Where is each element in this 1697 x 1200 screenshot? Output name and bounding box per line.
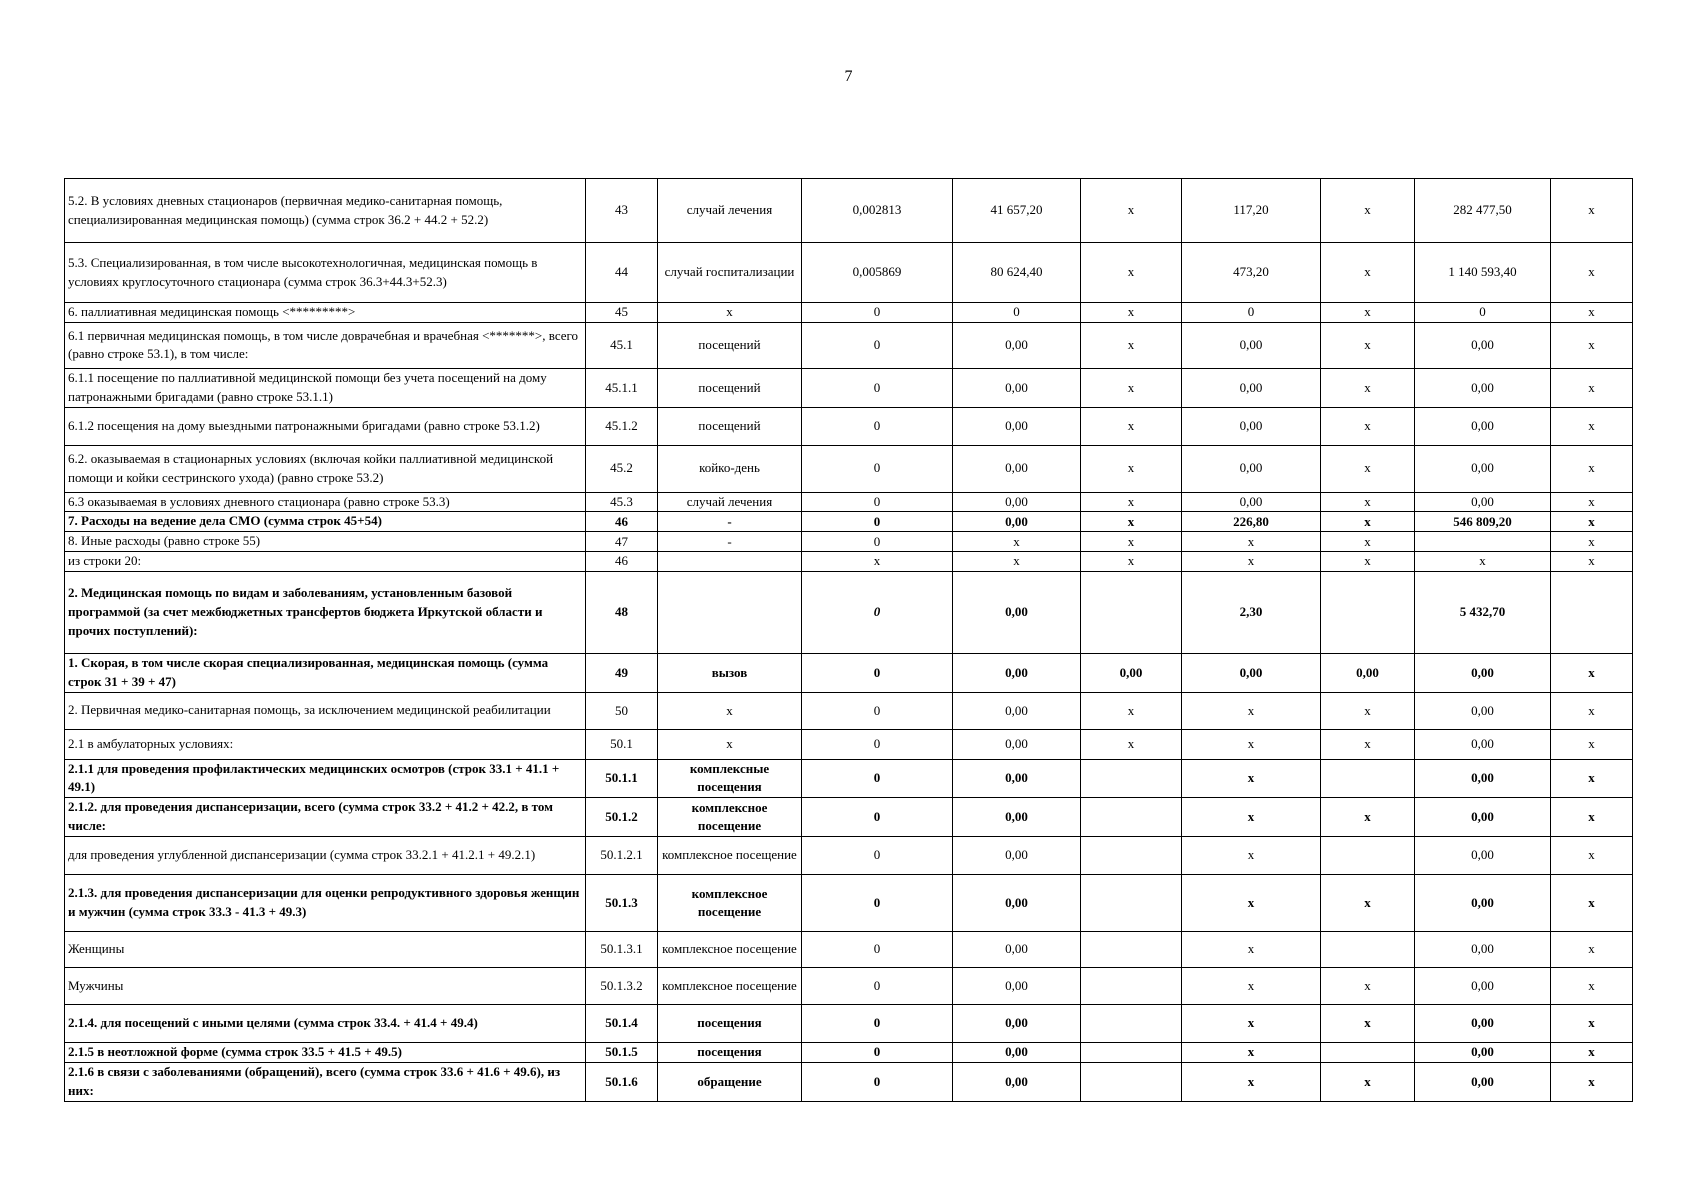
row-code-cell: 49 [586, 653, 658, 692]
value-cell: 0 [802, 322, 953, 368]
value-cell: х [1321, 552, 1415, 572]
value-cell: 0,00 [1415, 759, 1551, 798]
table-row [65, 322, 1633, 368]
table-row [65, 967, 1633, 1004]
value-cell: х [1182, 1004, 1321, 1042]
table-row [65, 512, 1633, 532]
row-code-cell: 45.1 [586, 322, 658, 368]
row-code-cell: 45.3 [586, 492, 658, 512]
value-cell: х [1182, 1062, 1321, 1101]
value-cell: 0,00 [953, 967, 1081, 1004]
value-cell: 0,00 [1415, 445, 1551, 492]
value-cell [1321, 759, 1415, 798]
row-unit-cell: посещения [658, 1004, 802, 1042]
row-code-cell: 50.1.2.1 [586, 836, 658, 874]
value-cell: 0,00 [953, 1062, 1081, 1101]
table-row [65, 1062, 1633, 1101]
row-code-cell: 50.1.1 [586, 759, 658, 798]
table-row [65, 179, 1633, 243]
value-cell: 0,00 [1182, 322, 1321, 368]
value-cell: 0 [1182, 303, 1321, 323]
value-cell: х [953, 532, 1081, 552]
row-code-cell: 50.1.3.2 [586, 967, 658, 1004]
value-cell: х [1081, 407, 1182, 445]
value-cell: х [1182, 759, 1321, 798]
value-cell [1081, 1062, 1182, 1101]
value-cell [1081, 1042, 1182, 1062]
value-cell: 0 [802, 303, 953, 323]
value-cell: х [1551, 445, 1633, 492]
value-cell: 0 [802, 1062, 953, 1101]
value-cell: х [1182, 931, 1321, 967]
row-code-cell: 45.2 [586, 445, 658, 492]
value-cell: 41 657,20 [953, 179, 1081, 243]
row-unit-cell: посещений [658, 407, 802, 445]
value-cell: 0 [953, 303, 1081, 323]
value-cell: х [1182, 836, 1321, 874]
value-cell: 0,00 [1415, 967, 1551, 1004]
row-unit-cell: комплексное посещение [658, 836, 802, 874]
row-unit-cell: койко-день [658, 445, 802, 492]
row-name-cell: 2.1.5 в неотложной форме (сумма строк 33.5 + 41.5 + 49.5) [65, 1042, 586, 1062]
value-cell: 282 477,50 [1415, 179, 1551, 243]
table-row [65, 692, 1633, 729]
value-cell: 0 [802, 931, 953, 967]
table-row [65, 798, 1633, 837]
value-cell: х [1081, 532, 1182, 552]
row-name-cell: 2.1.1 для проведения профилактических медицинских осмотров (строк 33.1 + 41.1 + 49.1) [65, 759, 586, 798]
row-name-cell: 6. паллиативная медицинская помощь <*********> [65, 303, 586, 323]
value-cell: 0,00 [953, 322, 1081, 368]
value-cell: х [1551, 532, 1633, 552]
row-name-cell: 7. Расходы на ведение дела СМО (сумма строк 45+54) [65, 512, 586, 532]
value-cell: 0,00 [953, 571, 1081, 653]
value-cell: х [1551, 552, 1633, 572]
value-cell: х [1321, 445, 1415, 492]
table-row [65, 931, 1633, 967]
row-name-cell: 6.1.2 посещения на дому выездными патронажными бригадами (равно строке 53.1.2) [65, 407, 586, 445]
row-code-cell: 50.1.3 [586, 874, 658, 931]
value-cell: 0,00 [953, 798, 1081, 837]
row-unit-cell [658, 552, 802, 572]
value-cell: х [1182, 798, 1321, 837]
value-cell: х [1321, 303, 1415, 323]
table-row [65, 759, 1633, 798]
row-name-cell: 5.3. Специализированная, в том числе высокотехнологичная, медицинская помощь в условиях круглосуточного стационара (сумма строк 36.3+44.3+52.3) [65, 243, 586, 303]
row-code-cell: 45 [586, 303, 658, 323]
value-cell: х [1321, 512, 1415, 532]
value-cell: х [1081, 243, 1182, 303]
row-unit-cell: х [658, 729, 802, 759]
table-row [65, 653, 1633, 692]
value-cell: х [1321, 179, 1415, 243]
value-cell: 0,00 [1415, 692, 1551, 729]
value-cell: 0 [802, 967, 953, 1004]
value-cell: 0 [802, 368, 953, 407]
value-cell: х [1551, 322, 1633, 368]
value-cell: 0,00 [953, 759, 1081, 798]
value-cell: 5 432,70 [1415, 571, 1551, 653]
row-code-cell: 44 [586, 243, 658, 303]
value-cell: х [1321, 407, 1415, 445]
row-unit-cell: комплексное посещение [658, 931, 802, 967]
row-name-cell: 5.2. В условиях дневных стационаров (первичная медико-санитарная помощь, специализированная медицинская помощь) (сумма строк 36.2 + 44.2 + 52.2) [65, 179, 586, 243]
value-cell [1081, 1004, 1182, 1042]
value-cell [1081, 874, 1182, 931]
row-unit-cell: посещения [658, 1042, 802, 1062]
value-cell: х [1321, 967, 1415, 1004]
value-cell: х [1551, 243, 1633, 303]
value-cell: 0,00 [953, 931, 1081, 967]
value-cell: 0,00 [953, 836, 1081, 874]
page-number: 7 [844, 68, 853, 85]
value-cell: 0,00 [1415, 874, 1551, 931]
table-row [65, 1042, 1633, 1062]
row-unit-cell: посещений [658, 368, 802, 407]
value-cell: х [1551, 931, 1633, 967]
row-name-cell: 6.2. оказываемая в стационарных условиях (включая койки паллиативной медицинской помощи и койки сестринского ухода) (равно строке 53.2) [65, 445, 586, 492]
value-cell: 0,00 [1182, 653, 1321, 692]
value-cell: х [1551, 1004, 1633, 1042]
value-cell: 0,00 [1415, 729, 1551, 759]
value-cell: х [1321, 1062, 1415, 1101]
row-unit-cell: посещений [658, 322, 802, 368]
row-name-cell: Женщины [65, 931, 586, 967]
value-cell: х [1081, 303, 1182, 323]
value-cell: х [1321, 798, 1415, 837]
value-cell: 0,00 [1081, 653, 1182, 692]
table-body [65, 179, 1633, 1102]
value-cell: х [953, 552, 1081, 572]
value-cell: х [1182, 729, 1321, 759]
value-cell: х [802, 552, 953, 572]
value-cell: 0 [802, 729, 953, 759]
value-cell: 0,00 [953, 692, 1081, 729]
table-row [65, 407, 1633, 445]
value-cell [1081, 967, 1182, 1004]
row-name-cell: 2. Медицинская помощь по видам и заболеваниям, установленным базовой программой (за счет межбюджетных трансфертов бюджета Иркутской области и прочих поступлений): [65, 571, 586, 653]
value-cell: х [1551, 407, 1633, 445]
value-cell [1321, 1042, 1415, 1062]
value-cell: 473,20 [1182, 243, 1321, 303]
value-cell: 0 [802, 407, 953, 445]
value-cell: х [1551, 967, 1633, 1004]
value-cell: х [1081, 179, 1182, 243]
value-cell: 0,00 [1415, 1004, 1551, 1042]
row-unit-cell: комплексное посещение [658, 967, 802, 1004]
value-cell: х [1321, 492, 1415, 512]
row-name-cell: Мужчины [65, 967, 586, 1004]
value-cell: х [1551, 759, 1633, 798]
financing-table [64, 178, 1633, 1102]
row-code-cell: 50.1.3.1 [586, 931, 658, 967]
value-cell: 0,00 [1415, 836, 1551, 874]
table-row [65, 571, 1633, 653]
value-cell: 117,20 [1182, 179, 1321, 243]
table-row [65, 729, 1633, 759]
value-cell: х [1182, 692, 1321, 729]
value-cell: 0 [802, 759, 953, 798]
value-cell [1081, 798, 1182, 837]
row-unit-cell [658, 571, 802, 653]
value-cell: 0,00 [953, 368, 1081, 407]
value-cell [1081, 759, 1182, 798]
value-cell: 0,00 [1415, 368, 1551, 407]
row-code-cell: 46 [586, 552, 658, 572]
value-cell: 0 [802, 445, 953, 492]
value-cell: 0,005869 [802, 243, 953, 303]
value-cell [1415, 532, 1551, 552]
value-cell: 0 [802, 1042, 953, 1062]
row-unit-cell: - [658, 532, 802, 552]
value-cell: х [1551, 1062, 1633, 1101]
value-cell [1321, 836, 1415, 874]
table-row [65, 492, 1633, 512]
row-code-cell: 50.1.5 [586, 1042, 658, 1062]
value-cell: 0,00 [953, 1004, 1081, 1042]
value-cell: 0,00 [953, 874, 1081, 931]
row-code-cell: 50.1 [586, 729, 658, 759]
value-cell: 0,00 [953, 512, 1081, 532]
value-cell: 226,80 [1182, 512, 1321, 532]
row-unit-cell: обращение [658, 1062, 802, 1101]
row-code-cell: 43 [586, 179, 658, 243]
value-cell: 0 [802, 836, 953, 874]
value-cell: 0,00 [1415, 1042, 1551, 1062]
value-cell: 1 140 593,40 [1415, 243, 1551, 303]
value-cell: 0,00 [1415, 798, 1551, 837]
value-cell: 0 [802, 653, 953, 692]
value-cell: х [1551, 179, 1633, 243]
row-code-cell: 50.1.2 [586, 798, 658, 837]
table-row [65, 1004, 1633, 1042]
row-unit-cell: случай госпитализации [658, 243, 802, 303]
row-name-cell: из строки 20: [65, 552, 586, 572]
value-cell: 0,00 [953, 729, 1081, 759]
row-name-cell: 2. Первичная медико-санитарная помощь, за исключением медицинской реабилитации [65, 692, 586, 729]
row-name-cell: 2.1.4. для посещений с иными целями (сумма строк 33.4. + 41.4 + 49.4) [65, 1004, 586, 1042]
value-cell: х [1081, 492, 1182, 512]
value-cell [1081, 571, 1182, 653]
value-cell: х [1321, 729, 1415, 759]
row-name-cell: 2.1.6 в связи с заболеваниями (обращений), всего (сумма строк 33.6 + 41.6 + 49.6), из них: [65, 1062, 586, 1101]
value-cell: 0 [802, 1004, 953, 1042]
value-cell: х [1551, 836, 1633, 874]
value-cell: х [1321, 692, 1415, 729]
value-cell: 0,00 [1415, 931, 1551, 967]
value-cell [1321, 931, 1415, 967]
row-name-cell: 2.1 в амбулаторных условиях: [65, 729, 586, 759]
row-unit-cell: - [658, 512, 802, 532]
row-code-cell: 50 [586, 692, 658, 729]
value-cell: 0,00 [1415, 1062, 1551, 1101]
value-cell: х [1182, 967, 1321, 1004]
value-cell: 0,00 [1415, 322, 1551, 368]
value-cell [1081, 931, 1182, 967]
table-row [65, 243, 1633, 303]
value-cell: х [1551, 1042, 1633, 1062]
value-cell: 2,30 [1182, 571, 1321, 653]
value-cell: х [1081, 692, 1182, 729]
table-row [65, 874, 1633, 931]
value-cell: 0,00 [1182, 368, 1321, 407]
value-cell: 0,00 [953, 407, 1081, 445]
row-name-cell: 2.1.3. для проведения диспансеризации для оценки репродуктивного здоровья женщин и мужчин (сумма строк 33.3 - 41.3 + 49.3) [65, 874, 586, 931]
row-unit-cell: х [658, 692, 802, 729]
value-cell: х [1551, 492, 1633, 512]
value-cell: 0 [802, 798, 953, 837]
value-cell: 0,00 [1415, 653, 1551, 692]
value-cell: х [1551, 692, 1633, 729]
value-cell: х [1081, 368, 1182, 407]
value-cell: 0,00 [1182, 492, 1321, 512]
value-cell: 0 [802, 692, 953, 729]
value-cell: 546 809,20 [1415, 512, 1551, 532]
value-cell: х [1551, 303, 1633, 323]
row-name-cell: 2.1.2. для проведения диспансеризации, всего (сумма строк 33.2 + 41.2 + 42.2, в том числе: [65, 798, 586, 837]
table-row [65, 445, 1633, 492]
value-cell: х [1182, 1042, 1321, 1062]
value-cell: х [1321, 243, 1415, 303]
row-unit-cell: случай лечения [658, 179, 802, 243]
table-row [65, 368, 1633, 407]
value-cell: 0,00 [1182, 407, 1321, 445]
table-row [65, 552, 1633, 572]
value-cell: 0,00 [1182, 445, 1321, 492]
row-code-cell: 50.1.6 [586, 1062, 658, 1101]
value-cell: 0 [802, 571, 953, 653]
value-cell: х [1415, 552, 1551, 572]
value-cell: х [1081, 729, 1182, 759]
row-unit-cell: комплексное посещение [658, 874, 802, 931]
value-cell: х [1321, 368, 1415, 407]
row-unit-cell: случай лечения [658, 492, 802, 512]
value-cell: х [1551, 512, 1633, 532]
value-cell: х [1321, 322, 1415, 368]
row-name-cell: 1. Скорая, в том числе скорая специализированная, медицинская помощь (сумма строк 31 + 39 + 47) [65, 653, 586, 692]
value-cell: х [1551, 798, 1633, 837]
row-name-cell: 6.3 оказываемая в условиях дневного стационара (равно строке 53.3) [65, 492, 586, 512]
value-cell: 0 [802, 874, 953, 931]
row-code-cell: 48 [586, 571, 658, 653]
table-row [65, 836, 1633, 874]
value-cell: 80 624,40 [953, 243, 1081, 303]
value-cell: 0,00 [953, 492, 1081, 512]
row-code-cell: 45.1.1 [586, 368, 658, 407]
value-cell: 0,00 [953, 445, 1081, 492]
value-cell: х [1081, 322, 1182, 368]
table-row [65, 532, 1633, 552]
value-cell: х [1321, 532, 1415, 552]
row-unit-cell: комплексные посещения [658, 759, 802, 798]
value-cell: 0 [802, 532, 953, 552]
value-cell: х [1551, 653, 1633, 692]
value-cell: х [1182, 874, 1321, 931]
value-cell: 0 [802, 492, 953, 512]
value-cell: 0,00 [953, 1042, 1081, 1062]
row-unit-cell: вызов [658, 653, 802, 692]
value-cell [1551, 571, 1633, 653]
value-cell: 0 [1415, 303, 1551, 323]
value-cell: х [1081, 445, 1182, 492]
value-cell [1081, 836, 1182, 874]
value-cell [1321, 571, 1415, 653]
value-cell: х [1551, 874, 1633, 931]
value-cell: х [1081, 512, 1182, 532]
value-cell: х [1182, 532, 1321, 552]
row-code-cell: 47 [586, 532, 658, 552]
value-cell: 0,00 [1321, 653, 1415, 692]
value-cell: 0,00 [1415, 407, 1551, 445]
value-cell: х [1182, 552, 1321, 572]
row-name-cell: 6.1.1 посещение по паллиативной медицинской помощи без учета посещений на дому патронажными бригадами (равно строке 53.1.1) [65, 368, 586, 407]
value-cell: х [1321, 874, 1415, 931]
value-cell: 0 [802, 512, 953, 532]
row-unit-cell: х [658, 303, 802, 323]
value-cell: х [1551, 368, 1633, 407]
row-name-cell: для проведения углубленной диспансеризации (сумма строк 33.2.1 + 41.2.1 + 49.2.1) [65, 836, 586, 874]
value-cell: х [1551, 729, 1633, 759]
row-code-cell: 50.1.4 [586, 1004, 658, 1042]
row-code-cell: 45.1.2 [586, 407, 658, 445]
value-cell: 0,00 [1415, 492, 1551, 512]
row-code-cell: 46 [586, 512, 658, 532]
row-name-cell: 6.1 первичная медицинская помощь, в том числе доврачебная и врачебная <*******>, всего (равно строке 53.1), в том числе: [65, 322, 586, 368]
row-unit-cell: комплексное посещение [658, 798, 802, 837]
value-cell: 0,002813 [802, 179, 953, 243]
value-cell: х [1081, 552, 1182, 572]
row-name-cell: 8. Иные расходы (равно строке 55) [65, 532, 586, 552]
value-cell: х [1321, 1004, 1415, 1042]
table-row [65, 303, 1633, 323]
value-cell: 0,00 [953, 653, 1081, 692]
